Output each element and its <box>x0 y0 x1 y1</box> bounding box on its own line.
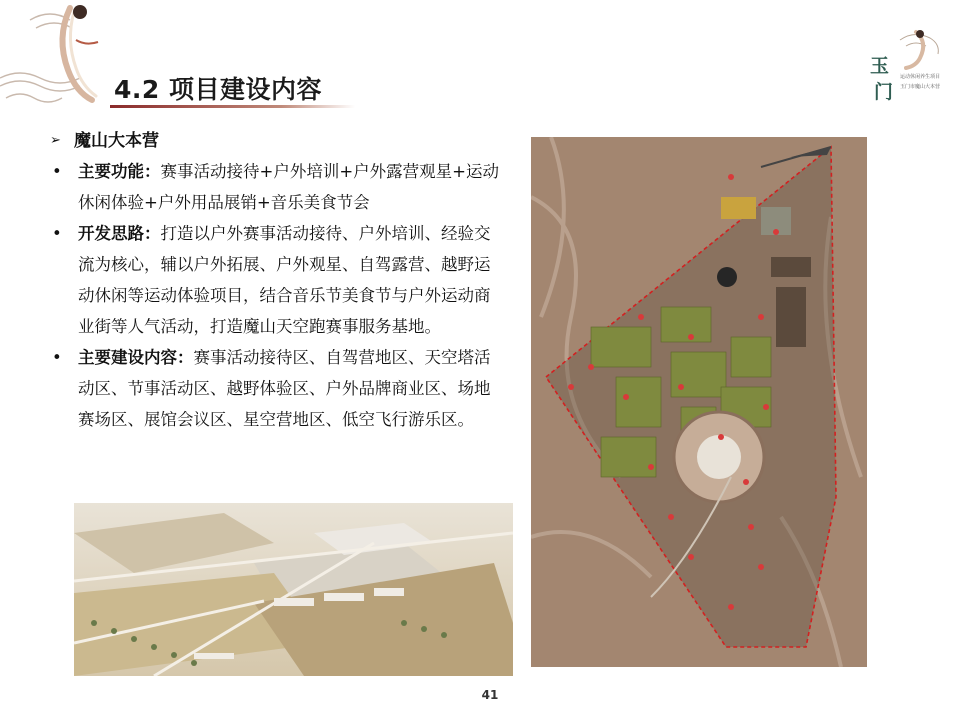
title-underline <box>110 105 355 108</box>
bullet-text: 打造以户外赛事活动接待、户外培训、经验交流为核心，辅以户外拓展、户外观星、自驾露营、越野运动休闲等运动体验项目，结合音乐节美食节与户外运动商业街等人气活动，打造魔山天空跑赛事服务基地。 <box>78 224 491 336</box>
bullet-item-construction <box>50 342 505 435</box>
bullet-label: 开发思路： <box>78 224 161 243</box>
decorative-cloud-ornament <box>0 0 120 120</box>
bullet-item-approach <box>50 218 505 342</box>
bullet-label: 主要功能： <box>78 162 161 181</box>
section-heading <box>50 128 505 154</box>
bullet-text: 赛事活动接待+户外培训+户外露营观星+运动休闲体验+户外用品展销+音乐美食节会 <box>78 162 499 212</box>
page-title: 4.2 项目建设内容 <box>114 75 322 104</box>
bullet-label: 主要建设内容： <box>78 348 194 367</box>
yumen-logo <box>866 26 946 126</box>
dot-bullet-icon: • <box>52 224 62 243</box>
bullet-item-functions <box>50 156 505 218</box>
bullet-text: 赛事活动接待区、自驾营地区、天空塔活动区、节事活动区、越野体验区、户外品牌商业区、场地赛场区、展馆会议区、星空营地区、低空飞行游乐区。 <box>78 348 491 429</box>
svg-text:门: 门 <box>874 81 894 103</box>
dot-bullet-icon: • <box>52 348 62 367</box>
dot-bullet-icon: • <box>52 162 62 181</box>
master-plan-image <box>531 137 867 667</box>
content-block <box>50 128 505 435</box>
svg-text:运动休闲养生项目: 运动休闲养生项目 <box>900 74 941 80</box>
section-heading-text: 魔山大本营 <box>74 131 159 151</box>
arrow-bullet-icon: ➢ <box>50 133 61 148</box>
aerial-render-image <box>74 503 513 676</box>
page-number: 41 <box>481 688 499 702</box>
svg-text:玉门市魔山大本营: 玉门市魔山大本营 <box>900 84 941 90</box>
svg-text:玉: 玉 <box>870 55 890 77</box>
